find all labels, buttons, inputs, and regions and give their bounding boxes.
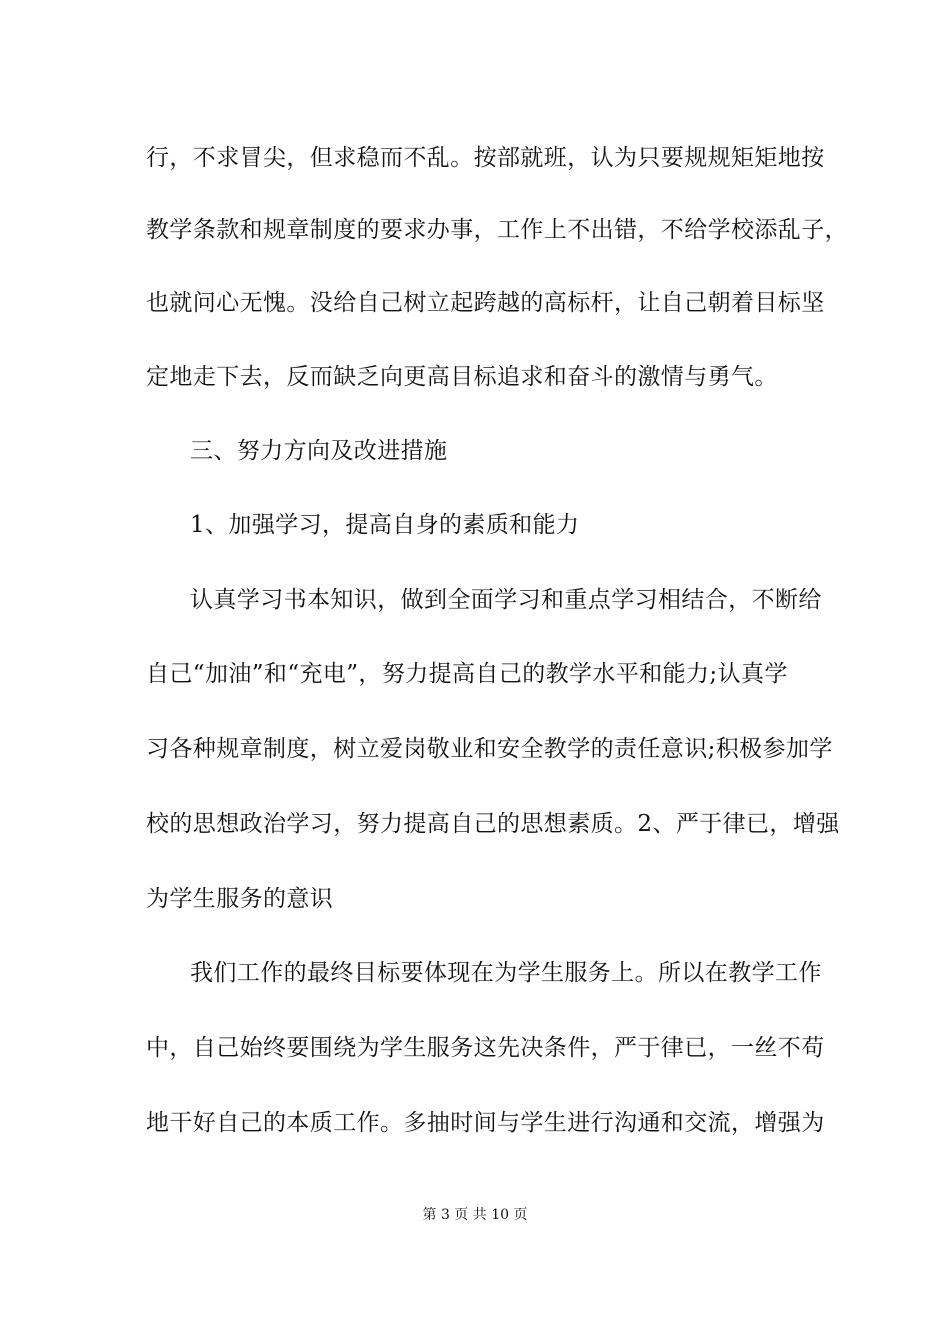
text-line-10: 校的思想政治学习，努力提高自己的思想素质。2、严于律已，增强: [146, 811, 840, 837]
text-line-11: 为学生服务的意识: [146, 886, 334, 912]
text-line-3: 也就问心无愧。没给自己树立起跨越的高标杆，让自己朝着目标坚: [146, 290, 825, 316]
text-line-14: 地干好自己的本质工作。多抽时间与学生进行沟通和交流，增强为: [146, 1110, 825, 1136]
text-line-13: 中，自己始终要围绕为学生服务这先决条件，严于律已，一丝不苟: [146, 1035, 825, 1061]
page-number-footer: 第 3 页 共 10 页: [422, 1207, 528, 1223]
subsection-heading-1: 1、加强学习，提高自身的素质和能力: [190, 512, 580, 538]
text-line-8: 自己“加油”和“充电”，努力提高自己的教学水平和能力;认真学: [146, 661, 788, 687]
text-line-1: 行，不求冒尖，但求稳而不乱。按部就班，认为只要规规矩矩地按: [146, 145, 825, 171]
text-line-2: 教学条款和规章制度的要求办事，工作上不出错，不给学校添乱子，: [146, 217, 848, 243]
text-line-12: 我们工作的最终目标要体现在为学生服务上。所以在教学工作: [190, 960, 822, 986]
section-heading: 三、努力方向及改进措施: [190, 438, 448, 464]
text-line-7: 认真学习书本知识，做到全面学习和重点学习相结合，不断给: [190, 587, 822, 613]
text-line-4: 定地走下去，反而缺乏向更高目标追求和奋斗的激情与勇气。: [146, 364, 778, 390]
text-line-9: 习各种规章制度，树立爱岗敬业和安全教学的责任意识;积极参加学: [146, 736, 833, 762]
